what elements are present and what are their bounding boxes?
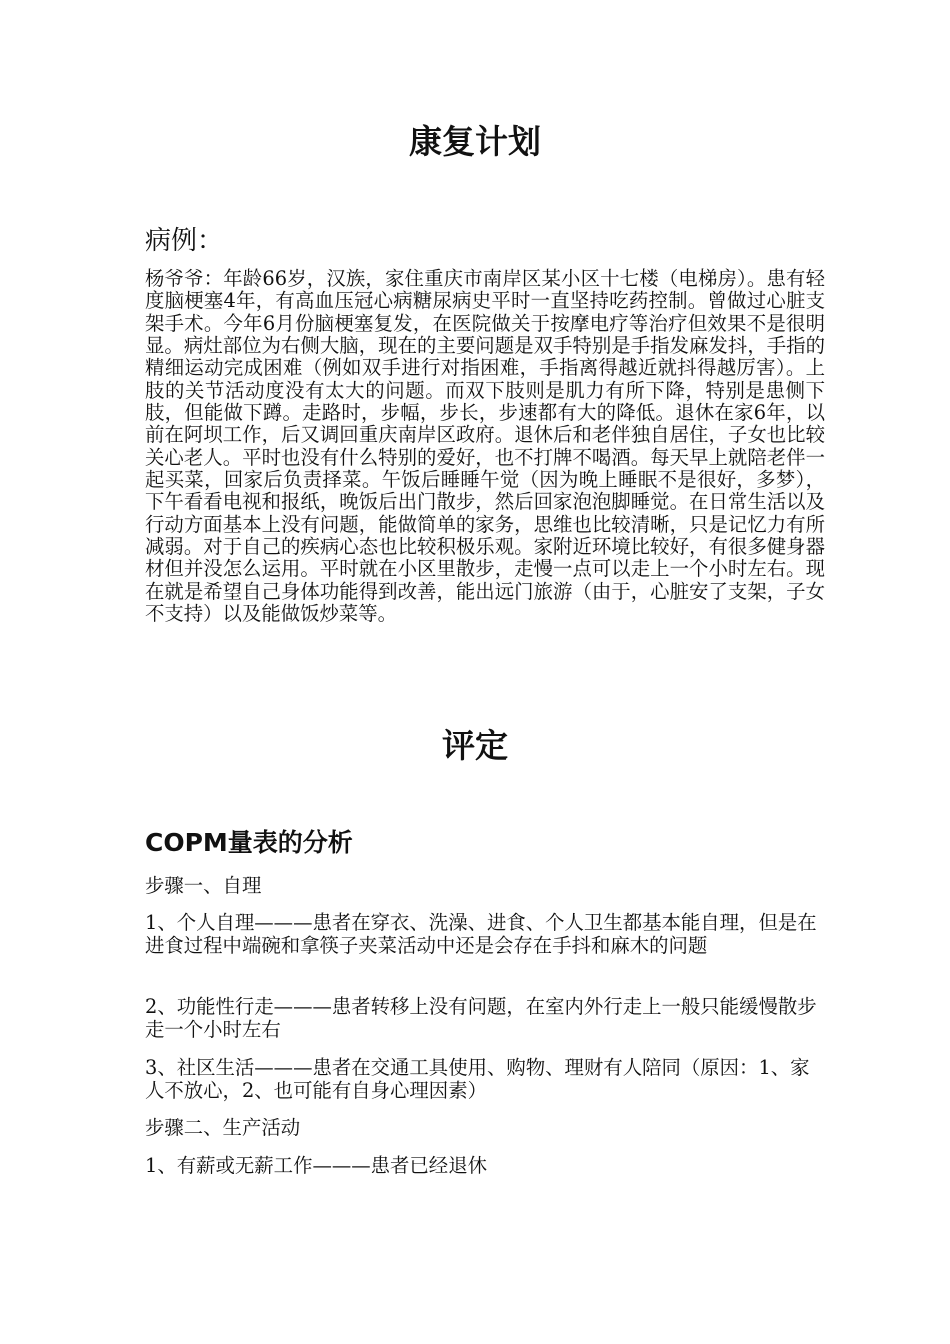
case-label: 病例： bbox=[145, 226, 224, 256]
step1-item-community-life: 3、社区生活———患者在交通工具使用、购物、理财有人陪同（原因：1、家人不放心，2、也可能有自身心理因素） bbox=[145, 1056, 810, 1102]
step2-item-work: 1、有薪或无薪工作———患者已经退休 bbox=[145, 1154, 487, 1177]
case-description: 杨爷爷：年龄66岁，汉族，家住重庆市南岸区某小区十七楼（电梯房）。患有轻度脑梗塞4年，有高血压冠心病糖尿病史平时一直坚持吃药控制。曾做过心脏支架手术。今年6月份脑梗塞复发，在医院做关于按摩电疗等治疗但效果不是很明显。病灶部位为右侧大脑，现在的主要问题是双手特别是手指发麻发抖，手指的精细运动完成困难（例如双手进行对指困难，手指离得越近就抖得越厉害）。上肢的关节活动度没有太大的问题。而双下肢则是肌力有所下降，特别是患侧下肢，但能做下蹲。走路时，步幅，步长，步速都有大的降低。退休在家6年，以前在阿坝工作，后又调回重庆南岸区政府。退休后和老伴独自居住，子女也比较关心老人。平时也没有什么特别的爱好，也不打牌不喝酒。每天早上就陪老伴一起买菜，回家后负责择菜。午饭后睡睡午觉（因为晚上睡眠不是很好，多梦），下午看看电视和报纸，晚饭后出门散步，然后回家泡泡脚睡觉。在日常生活以及行动方面基本上没有问题，能做简单的家务，思维也比较清晰，只是记忆力有所减弱。对于自己的疾病心态也比较积极乐观。家附近环境比较好，有很多健身器材但并没怎么运用。平时就在小区里散步，走慢一点可以走上一个小时左右。现在就是希望自己身体功能得到改善，能出远门旅游（由于，心脏安了支架，子女不支持）以及能做饭炒菜等。 bbox=[145, 267, 825, 626]
section-title-assessment: 评定 bbox=[442, 726, 508, 765]
step1-item-self-care: 1、个人自理———患者在穿衣、洗澡、进食、个人卫生都基本能自理，但是在进食过程中端碗和拿筷子夹菜活动中还是会存在手抖和麻木的问题 bbox=[145, 911, 817, 957]
step1-label: 步骤一、自理 bbox=[145, 874, 262, 897]
step1-item-functional-mobility: 2、功能性行走———患者转移上没有问题，在室内外行走上一般只能缓慢散步走一个小时左右 bbox=[145, 995, 817, 1041]
document-title: 康复计划 bbox=[409, 122, 541, 161]
copm-heading: COPM量表的分析 bbox=[145, 828, 353, 857]
step2-label: 步骤二、生产活动 bbox=[145, 1116, 301, 1139]
